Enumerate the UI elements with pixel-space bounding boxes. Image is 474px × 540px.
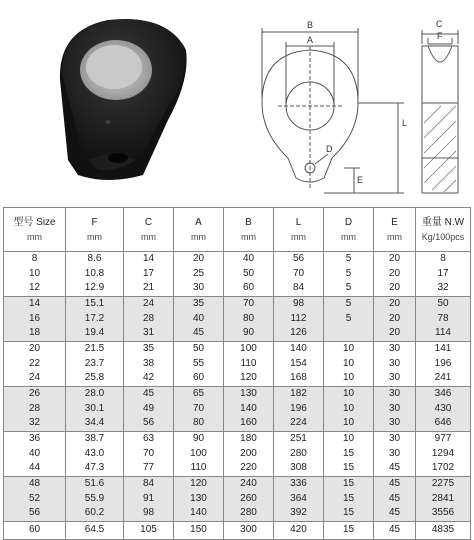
cell-value: 308 [290, 462, 307, 474]
cell-value: 45 [388, 507, 401, 519]
illustration-area [0, 0, 474, 200]
cell-value: 63 [142, 433, 155, 445]
cell-value: 14 [28, 298, 41, 310]
cell-value: 15 [342, 507, 355, 519]
cell-value: 100 [190, 447, 207, 459]
cell-value: 110 [190, 462, 207, 474]
cell-value: 78 [437, 312, 449, 324]
cell-value: 64.5 [84, 524, 105, 536]
cell-value: 15 [342, 478, 355, 490]
cell-value: 84 [292, 282, 305, 294]
cell-value: 30 [192, 282, 205, 294]
column-header-unit: mm [191, 231, 206, 242]
table-cell [274, 477, 324, 522]
table-cell [374, 432, 416, 477]
cell-value: 43.0 [84, 447, 105, 459]
cell-value: 420 [290, 524, 307, 536]
cell-value: 5 [345, 267, 352, 279]
table-cell [4, 297, 66, 342]
cell-value: 114 [435, 327, 451, 339]
cell-value: 160 [240, 417, 257, 429]
cell-value: 32 [28, 417, 41, 429]
cell-value: 40 [242, 253, 255, 265]
table-cell [416, 297, 471, 342]
cell-value: 35 [142, 343, 155, 355]
cell-value: 260 [240, 492, 257, 504]
cell-value: 26 [28, 388, 41, 400]
cell-value: 36 [28, 433, 41, 445]
cell-value: 2841 [431, 492, 455, 504]
cell-value: 10 [28, 267, 41, 279]
table-cell [274, 387, 324, 432]
cell-value: 70 [242, 298, 255, 310]
cell-value: 31 [142, 327, 155, 339]
table-cell [274, 342, 324, 387]
cell-value: 70 [292, 267, 305, 279]
cell-value: 45 [388, 462, 401, 474]
cell-value: 30 [388, 402, 401, 414]
table-cell [224, 297, 274, 342]
cell-value: 47.3 [84, 462, 105, 474]
cell-value: 38 [142, 357, 155, 369]
cell-value: 5 [345, 253, 352, 265]
cell-value: 50 [437, 298, 449, 310]
table-cell [66, 387, 124, 432]
column-header-unit: mm [87, 231, 102, 242]
cell-value: 17.2 [84, 312, 105, 324]
cell-value: 34.4 [84, 417, 105, 429]
table-cell [4, 432, 66, 477]
column-header-unit: mm [141, 231, 156, 242]
cell-value: 98 [292, 298, 305, 310]
table-row-group [4, 297, 471, 342]
cell-value: 30 [388, 433, 401, 445]
table-cell [224, 522, 274, 540]
label-c: C [436, 19, 443, 29]
table-cell [124, 342, 174, 387]
table-cell [124, 387, 174, 432]
table-cell [124, 522, 174, 540]
cell-value: 336 [290, 478, 307, 490]
cell-value: 100 [240, 343, 257, 355]
column-header-name: B [245, 216, 252, 228]
cell-value: 140 [290, 343, 307, 355]
cell-value: 8.6 [87, 253, 102, 265]
cell-value: 5 [345, 312, 352, 324]
table-cell [324, 342, 374, 387]
cell-value: 20 [388, 327, 401, 339]
cell-value: 22 [28, 357, 41, 369]
table-cell [374, 522, 416, 540]
cell-value: 15 [342, 447, 355, 459]
cell-value: 346 [434, 388, 452, 400]
column-header-name: D [344, 216, 353, 228]
cell-value: 20 [388, 253, 401, 265]
label-d: D [326, 144, 333, 154]
table-cell [274, 522, 324, 540]
table-cell [124, 297, 174, 342]
cell-value: 2275 [431, 478, 455, 490]
cell-value: 20 [388, 282, 401, 294]
column-header-name: A [195, 216, 202, 228]
cell-value: 56 [28, 507, 41, 519]
column-header-name: 型号 Size [13, 216, 56, 228]
column-header-name: C [144, 216, 153, 228]
spec-table [3, 207, 471, 540]
cell-value: 35 [192, 298, 205, 310]
cell-value: 15.1 [84, 298, 105, 310]
table-cell [274, 297, 324, 342]
table-cell [324, 432, 374, 477]
column-header [66, 208, 124, 252]
cell-value: 45 [142, 388, 155, 400]
cell-value: 45 [388, 478, 401, 490]
table-cell [66, 522, 124, 540]
table-cell [174, 297, 224, 342]
table-cell [416, 387, 471, 432]
cell-value: 16 [28, 312, 41, 324]
cell-value: 30 [388, 447, 401, 459]
table-cell [374, 387, 416, 432]
table-cell [324, 522, 374, 540]
cell-value: 98 [142, 507, 155, 519]
cell-value: 80 [192, 417, 205, 429]
cell-value: 196 [290, 402, 307, 414]
cell-value: 48 [28, 478, 41, 490]
cell-value: 20 [28, 343, 41, 355]
column-header [324, 208, 374, 252]
cell-value: 10 [342, 343, 355, 355]
cell-value: 10 [342, 417, 355, 429]
cell-value: 44 [28, 462, 41, 474]
cell-value: 30 [388, 357, 401, 369]
cell-value: 80 [242, 312, 255, 324]
cell-value: 20 [192, 253, 205, 265]
table-cell [4, 342, 66, 387]
table-cell [224, 342, 274, 387]
cell-value: 110 [240, 357, 257, 369]
table-row-group [4, 432, 471, 477]
cell-value: 224 [290, 417, 307, 429]
table-cell [416, 477, 471, 522]
table-cell [416, 522, 471, 540]
column-header-name: L [295, 216, 302, 228]
table-cell [174, 387, 224, 432]
column-header [124, 208, 174, 252]
table-cell [124, 477, 174, 522]
cell-value: 20 [388, 267, 401, 279]
cell-value: 50 [242, 267, 255, 279]
table-cell [374, 252, 416, 297]
thimble-drawing [232, 8, 472, 198]
cell-value: 90 [242, 327, 255, 339]
table-cell [66, 477, 124, 522]
table-cell [174, 477, 224, 522]
table-cell [124, 432, 174, 477]
cell-value: 25.8 [84, 372, 105, 384]
column-header [374, 208, 416, 252]
cell-value: 977 [434, 433, 452, 445]
cell-value: 130 [190, 492, 207, 504]
cell-value: 45 [388, 492, 401, 504]
cell-value: 60 [28, 524, 41, 536]
column-header [224, 208, 274, 252]
cell-value: 70 [142, 447, 155, 459]
cell-value: 196 [434, 357, 452, 369]
table-row-group [4, 477, 471, 522]
cell-value: 56 [292, 253, 305, 265]
cell-value: 60 [192, 372, 205, 384]
cell-value: 90 [192, 433, 205, 445]
cell-value: 280 [290, 447, 307, 459]
cell-value: 55 [192, 357, 205, 369]
cell-value: 10 [342, 433, 355, 445]
cell-value: 120 [190, 478, 207, 490]
table-row-group [4, 387, 471, 432]
table-cell [224, 252, 274, 297]
table-cell [174, 432, 224, 477]
cell-value: 5 [345, 282, 352, 294]
cell-value: 60.2 [84, 507, 105, 519]
cell-value: 28.0 [84, 388, 105, 400]
thimble-photo [48, 10, 198, 185]
cell-value: 141 [434, 343, 452, 355]
column-header [174, 208, 224, 252]
table-cell [374, 297, 416, 342]
cell-value: 180 [240, 433, 257, 445]
cell-value: 24 [28, 372, 41, 384]
cell-value: 154 [290, 357, 307, 369]
cell-value: 21 [142, 282, 155, 294]
cell-value: 91 [142, 492, 155, 504]
cell-value: 10 [342, 357, 355, 369]
table-cell [124, 252, 174, 297]
cell-value: 241 [434, 372, 452, 384]
cell-value: 14 [142, 253, 155, 265]
cell-value: 56 [142, 417, 155, 429]
cell-value: 10 [342, 388, 355, 400]
cell-value: 21.5 [84, 343, 105, 355]
cell-value: 220 [240, 462, 257, 474]
label-a: A [307, 35, 314, 45]
label-f: F [437, 31, 443, 41]
cell-value: 38.7 [84, 433, 105, 445]
cell-value: 150 [190, 524, 207, 536]
table-cell [224, 432, 274, 477]
cell-value: 10 [342, 372, 355, 384]
cell-value: 40 [28, 447, 41, 459]
table-cell [66, 252, 124, 297]
table-cell [4, 522, 66, 540]
cell-value: 60 [242, 282, 255, 294]
cell-value: 51.6 [84, 478, 105, 490]
label-l: L [402, 118, 408, 128]
table-header-row [4, 208, 471, 252]
table-cell [324, 252, 374, 297]
column-header-unit: mm [291, 231, 306, 242]
table-cell [324, 477, 374, 522]
cell-value: 30 [388, 343, 401, 355]
table-cell [324, 297, 374, 342]
cell-value: 25 [192, 267, 205, 279]
cell-value: 130 [240, 388, 257, 400]
cell-value: 30.1 [84, 402, 105, 414]
column-header-unit: Kg/100pcs [421, 231, 465, 242]
cell-value: 1702 [431, 462, 455, 474]
table-row-group [4, 522, 471, 540]
cell-value: 1294 [431, 447, 455, 459]
column-header-unit: mm [241, 231, 256, 242]
table-cell [66, 432, 124, 477]
column-header [274, 208, 324, 252]
cell-value: 3556 [431, 507, 455, 519]
cell-value: 8 [440, 253, 446, 265]
cell-value: 240 [240, 478, 257, 490]
cell-value: 70 [192, 402, 205, 414]
cell-value: 40 [192, 312, 205, 324]
cell-value: 49 [142, 402, 155, 414]
table-cell [174, 252, 224, 297]
cell-value: 17 [437, 267, 449, 279]
table-row-group [4, 252, 471, 297]
cell-value: 18 [28, 327, 41, 339]
column-header-name: E [391, 216, 398, 228]
cell-value: 646 [434, 417, 452, 429]
table-cell [174, 522, 224, 540]
table-cell [224, 387, 274, 432]
cell-value: 430 [434, 402, 452, 414]
cell-value: 42 [142, 372, 155, 384]
cell-value: 251 [290, 433, 307, 445]
cell-value [324, 326, 373, 341]
cell-value: 105 [140, 524, 157, 536]
cell-value: 24 [142, 298, 155, 310]
column-header-unit: mm [341, 231, 356, 242]
cell-value: 15 [342, 492, 355, 504]
table-cell [224, 477, 274, 522]
cell-value: 30 [388, 417, 401, 429]
table-cell [274, 432, 324, 477]
table-cell [66, 297, 124, 342]
cell-value: 12.9 [84, 282, 105, 294]
cell-value: 112 [290, 312, 307, 324]
cell-value: 15 [342, 462, 355, 474]
table-cell [374, 342, 416, 387]
cell-value: 23.7 [84, 357, 105, 369]
cell-value: 120 [240, 372, 257, 384]
cell-value: 168 [290, 372, 307, 384]
column-header-unit: mm [387, 231, 402, 242]
column-header-name: 重量 N.W [421, 216, 465, 228]
cell-value: 12 [28, 282, 41, 294]
cell-value: 45 [192, 327, 205, 339]
cell-value: 45 [388, 524, 401, 536]
table-cell [4, 387, 66, 432]
table-cell [324, 387, 374, 432]
cell-value: 50 [192, 343, 205, 355]
label-b: B [307, 20, 314, 30]
cell-value: 84 [142, 478, 155, 490]
table-cell [4, 252, 66, 297]
cell-value: 65 [192, 388, 205, 400]
cell-value: 20 [388, 312, 401, 324]
cell-value: 19.4 [84, 327, 105, 339]
table-cell [416, 342, 471, 387]
label-e: E [357, 175, 364, 185]
cell-value: 200 [240, 447, 257, 459]
cell-value: 10 [342, 402, 355, 414]
cell-value: 52 [28, 492, 41, 504]
column-header-unit: mm [27, 231, 42, 242]
cell-value: 28 [28, 402, 41, 414]
table-cell [174, 342, 224, 387]
cell-value: 280 [240, 507, 257, 519]
cell-value: 15 [342, 524, 355, 536]
table-cell [66, 342, 124, 387]
cell-value: 17 [142, 267, 155, 279]
cell-value: 55.9 [84, 492, 105, 504]
cell-value: 4835 [431, 524, 455, 536]
cell-value: 364 [290, 492, 307, 504]
table-cell [4, 477, 66, 522]
cell-value: 182 [290, 388, 307, 400]
table-cell [274, 252, 324, 297]
column-header [4, 208, 66, 252]
table-cell [374, 477, 416, 522]
cell-value: 30 [388, 372, 401, 384]
cell-value: 20 [388, 298, 401, 310]
cell-value: 392 [290, 507, 307, 519]
cell-value: 77 [142, 462, 155, 474]
table-cell [416, 252, 471, 297]
cell-value: 28 [142, 312, 155, 324]
cell-value: 5 [345, 298, 352, 310]
cell-value: 140 [240, 402, 257, 414]
cell-value: 8 [31, 253, 38, 265]
cell-value: 30 [388, 388, 401, 400]
column-header-name: F [91, 216, 98, 228]
table-row-group [4, 342, 471, 387]
cell-value: 140 [190, 507, 207, 519]
column-header [416, 208, 471, 252]
cell-value: 32 [437, 282, 449, 294]
table-cell [416, 432, 471, 477]
cell-value: 126 [290, 327, 307, 339]
cell-value: 300 [240, 524, 257, 536]
cell-value: 10.8 [84, 267, 105, 279]
